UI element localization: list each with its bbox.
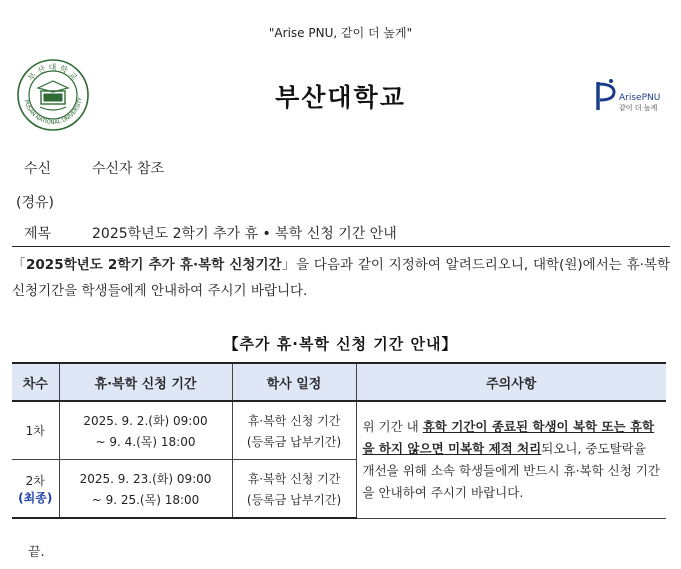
section-title: 【추가 휴·복학 신청 기간 안내】 bbox=[223, 335, 458, 353]
notes-suffix: 되오니, 중도탈락율 개선을 위해 소속 학생들에게 반드시 휴·복학 신청 기간을 안내하여 주시기 바랍니다. bbox=[362, 440, 660, 500]
svg-text:PUSAN NATIONAL UNIVERSITY: PUSAN NATIONAL UNIVERSITY bbox=[22, 97, 84, 127]
arise-p-icon bbox=[595, 78, 617, 114]
arise-logo-tagline: 같이 더 높게 bbox=[619, 104, 658, 112]
university-title: 부산대학교 bbox=[275, 83, 406, 112]
period-end: ~ 9. 25.(목) 18:00 bbox=[91, 492, 200, 507]
period-cell bbox=[59, 460, 232, 519]
notes-emphasis: 휴학 기간이 종료된 학생이 복학 또는 휴학을 하지 않으면 미복학 제적 처리 bbox=[362, 418, 655, 456]
table-row bbox=[12, 401, 666, 460]
arise-logo-name: ArisePNU bbox=[619, 93, 661, 103]
schedule-cell bbox=[232, 460, 356, 519]
recipient-label: 수신 bbox=[24, 161, 52, 177]
header-period: 휴·복학 신청 기간 bbox=[59, 363, 232, 401]
arise-pnu-logo bbox=[595, 78, 667, 118]
round-label: 2차 bbox=[25, 473, 45, 488]
intro-bold-period: 2025학년도 2학기 추가 휴·복학 신청기간 bbox=[26, 257, 282, 273]
recipient-value: 수신자 참조 bbox=[92, 161, 165, 177]
header-divider bbox=[12, 246, 670, 247]
notes-cell bbox=[356, 401, 666, 518]
schedule-line: 휴·복학 신청 기간 bbox=[247, 471, 341, 486]
intro-quote-open: 「 bbox=[12, 257, 27, 273]
schedule-cell bbox=[232, 401, 356, 460]
period-end: ~ 9. 4.(목) 18:00 bbox=[95, 434, 196, 449]
schedule-note: (등록금 납부기간) bbox=[246, 434, 342, 449]
header-round: 차수 bbox=[12, 363, 59, 401]
closing-text: 끝. bbox=[28, 545, 45, 560]
subject-label: 제목 bbox=[24, 226, 52, 242]
period-cell bbox=[59, 401, 232, 460]
application-period-table bbox=[12, 362, 666, 519]
intro-quote-close: 」 bbox=[281, 257, 297, 273]
period-start: 2025. 9. 23.(화) 09:00 bbox=[79, 471, 212, 486]
via-label: (경유) bbox=[16, 195, 54, 211]
schedule-line: 휴·복학 신청 기간 bbox=[247, 413, 341, 428]
subject-value: 2025학년도 2학기 추가 휴 • 복학 신청 기간 안내 bbox=[92, 226, 397, 242]
slogan: "Arise PNU, 같이 더 높게" bbox=[268, 26, 413, 40]
period-start: 2025. 9. 2.(화) 09:00 bbox=[83, 413, 208, 428]
svg-text:부 산 대 학 교: 부 산 대 학 교 bbox=[26, 62, 79, 83]
notes-prefix: 위 기간 내 bbox=[362, 418, 423, 434]
schedule-note: (등록금 납부기간) bbox=[246, 492, 342, 507]
final-round-badge: (최종) bbox=[18, 490, 53, 505]
round-cell bbox=[12, 460, 59, 519]
header-schedule: 학사 일정 bbox=[232, 363, 356, 401]
table-header-row bbox=[12, 363, 666, 401]
intro-rest: 을 다음과 같이 지정하여 알려드리오니, 대학(원)에서는 휴·복학 신청기간을 학생들에게 안내하여 주시기 바랍니다. bbox=[12, 257, 671, 299]
intro-paragraph bbox=[12, 252, 670, 304]
round-cell: 1차 bbox=[12, 401, 59, 460]
header-notes: 주의사항 bbox=[356, 363, 666, 401]
